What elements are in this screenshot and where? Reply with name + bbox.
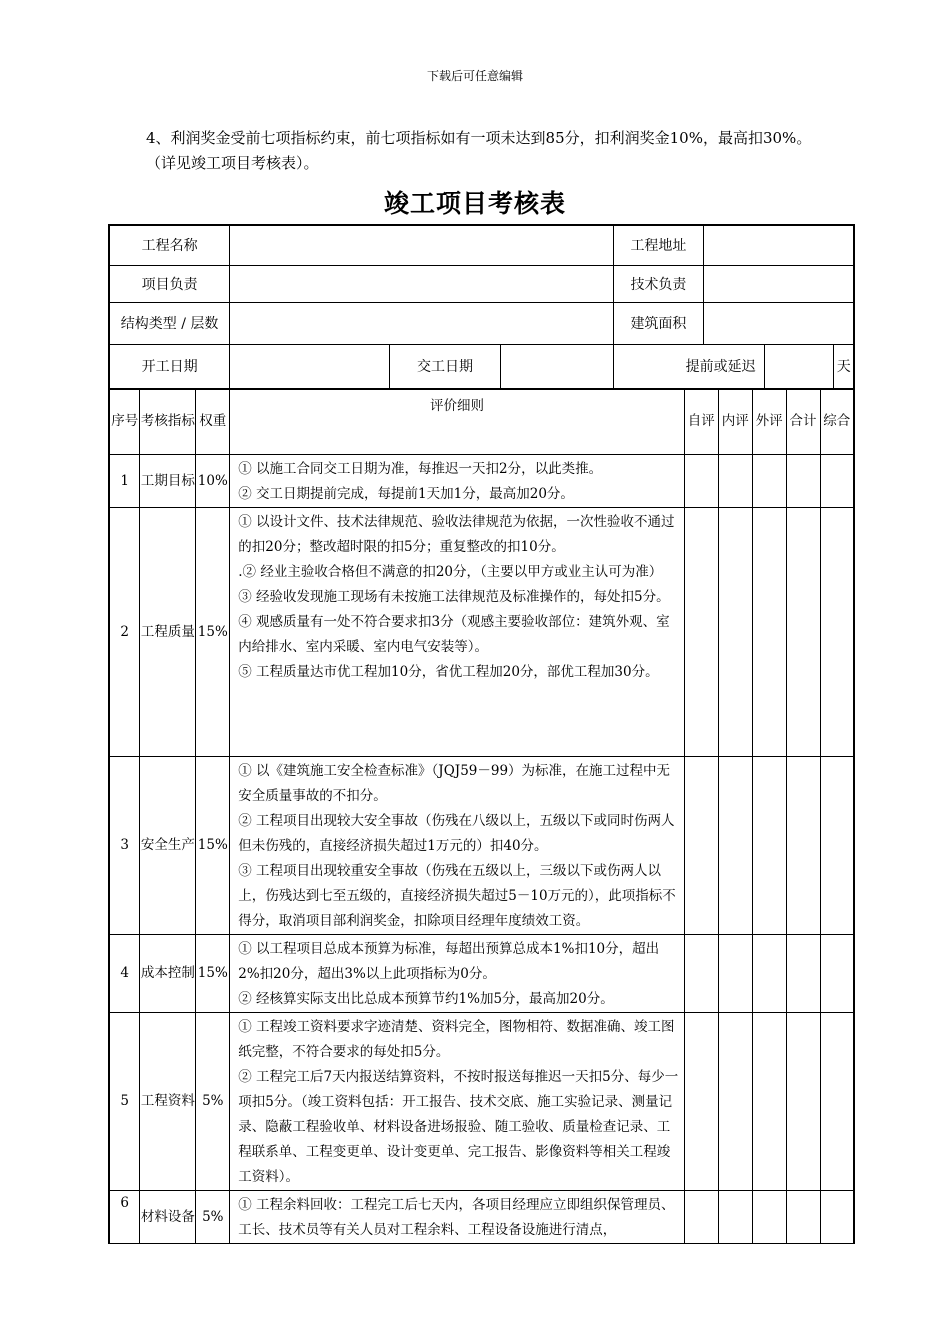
row-weight: 15% bbox=[196, 757, 230, 935]
row-seq: 2 bbox=[109, 508, 140, 757]
row-detail bbox=[230, 1191, 685, 1244]
row-weight: 5% bbox=[196, 1191, 230, 1244]
page-title: 竣工项目考核表 bbox=[383, 189, 566, 218]
score-total[interactable] bbox=[786, 757, 820, 935]
project-name-value[interactable] bbox=[230, 225, 614, 265]
structure-label: 结构类型 / 层数 bbox=[109, 302, 230, 344]
start-date-label: 开工日期 bbox=[109, 344, 230, 389]
score-overall[interactable] bbox=[820, 935, 854, 1013]
row-detail bbox=[230, 1013, 685, 1191]
day-unit: 天 bbox=[834, 344, 854, 389]
project-leader-label: 项目负责 bbox=[109, 265, 230, 302]
detail-item: ② 工程完工后7天内报送结算资料，不按时报送每推迟一天扣5分、每少一项扣5分。（竣工资料包括：开工报告、技术交底、施工实验记录、测量记录、隐蔽工程验收单、材料设备进场报验、随工验收、质量检查记录、工程联系单、工程变更单、设计变更单、完工报告、影像资料等相关工程竣工资料）。 bbox=[238, 1069, 679, 1185]
row-seq: 6 bbox=[109, 1191, 140, 1244]
row-seq: 4 bbox=[109, 935, 140, 1013]
row-indicator: 工期目标 bbox=[140, 455, 196, 508]
table-row bbox=[109, 508, 854, 757]
detail-item: ① 以工程项目总成本预算为标准，每超出预算总成本1%扣10分，超出2%扣20分，超出3%以上此项指标为0分。 bbox=[238, 941, 660, 982]
detail-item: ② 经核算实际支出比总成本预算节约1%加5分，最高加20分。 bbox=[238, 991, 614, 1007]
col-external: 外评 bbox=[752, 389, 786, 455]
score-external[interactable] bbox=[752, 757, 786, 935]
project-info-table bbox=[108, 224, 855, 390]
header-note: 下载后可任意编辑 bbox=[426, 69, 523, 83]
score-external[interactable] bbox=[752, 455, 786, 508]
score-self[interactable] bbox=[684, 757, 718, 935]
score-overall[interactable] bbox=[820, 757, 854, 935]
score-internal[interactable] bbox=[718, 455, 752, 508]
score-self[interactable] bbox=[684, 455, 718, 508]
row-indicator: 成本控制 bbox=[140, 935, 196, 1013]
early-late-label: 提前或延迟 bbox=[614, 344, 765, 389]
table-row bbox=[109, 1013, 854, 1191]
tech-leader-value[interactable] bbox=[703, 265, 854, 302]
detail-item: ③ 经验收发现施工现场有未按施工法律规范及标准操作的，每处扣5分。 bbox=[238, 589, 670, 605]
detail-item: ② 工程项目出现较大安全事故（伤残在八级以上，五级以下或同时伤两人但未伤残的，直接经济损失超过1万元的）扣40分。 bbox=[238, 813, 675, 854]
delivery-date-label: 交工日期 bbox=[389, 344, 501, 389]
start-date-value[interactable] bbox=[230, 344, 390, 389]
col-detail: 评价细则 bbox=[230, 389, 685, 455]
project-address-value[interactable] bbox=[703, 225, 854, 265]
row-detail bbox=[230, 757, 685, 935]
score-self[interactable] bbox=[684, 508, 718, 757]
score-internal[interactable] bbox=[718, 935, 752, 1013]
row-indicator: 工程质量 bbox=[140, 508, 196, 757]
intro-paragraph: 4、利润奖金受前七项指标约束，前七项指标如有一项未达到85分，扣利润奖金10%，最高扣30%。（详见竣工项目考核表）。 bbox=[146, 129, 812, 172]
score-overall[interactable] bbox=[820, 455, 854, 508]
detail-item: .② 经业主验收合格但不满意的扣20分，（主要以甲方或业主认可为准） bbox=[238, 564, 663, 580]
detail-item: ② 交工日期提前完成，每提前1天加1分，最高加20分。 bbox=[238, 486, 574, 502]
structure-value[interactable] bbox=[230, 302, 614, 344]
row-seq: 1 bbox=[109, 455, 140, 508]
row-weight: 15% bbox=[196, 508, 230, 757]
row-seq: 3 bbox=[109, 757, 140, 935]
score-total[interactable] bbox=[786, 935, 820, 1013]
row-indicator: 安全生产 bbox=[140, 757, 196, 935]
project-name-label: 工程名称 bbox=[109, 225, 230, 265]
col-internal: 内评 bbox=[718, 389, 752, 455]
score-total[interactable] bbox=[786, 508, 820, 757]
early-late-value[interactable] bbox=[764, 344, 834, 389]
col-overall: 综合 bbox=[820, 389, 854, 455]
detail-item: ① 以《建筑施工安全检查标准》（JQJ59－99）为标准，在施工过程中无安全质量事故的不扣分。 bbox=[238, 763, 671, 804]
score-overall[interactable] bbox=[820, 1191, 854, 1244]
col-self: 自评 bbox=[684, 389, 718, 455]
area-label: 建筑面积 bbox=[614, 302, 704, 344]
row-weight: 10% bbox=[196, 455, 230, 508]
detail-item: ① 以设计文件、技术法律规范、验收法律规范为依据，一次性验收不通过的扣20分；整改超时限的扣5分；重复整改的扣10分。 bbox=[238, 514, 675, 555]
delivery-date-value[interactable] bbox=[501, 344, 614, 389]
table-row bbox=[109, 935, 854, 1013]
table-row bbox=[109, 455, 854, 508]
score-total[interactable] bbox=[786, 1191, 820, 1244]
project-leader-value[interactable] bbox=[230, 265, 614, 302]
score-total[interactable] bbox=[786, 455, 820, 508]
detail-item: ⑤ 工程质量达市优工程加10分，省优工程加20分，部优工程加30分。 bbox=[238, 664, 659, 680]
score-total[interactable] bbox=[786, 1013, 820, 1191]
project-address-label: 工程地址 bbox=[614, 225, 704, 265]
tech-leader-label: 技术负责 bbox=[614, 265, 704, 302]
row-indicator: 工程资料 bbox=[140, 1013, 196, 1191]
col-seq: 序号 bbox=[109, 389, 140, 455]
detail-item: ③ 工程项目出现较重安全事故（伤残在五级以上，三级以下或伤两人以上，伤残达到七至五级的，直接经济损失超过5－10万元的），此项指标不得分，取消项目部利润奖金，扣除项目经理年度绩效工资。 bbox=[238, 863, 676, 929]
table-row bbox=[109, 757, 854, 935]
detail-item: ① 工程竣工资料要求字迹清楚、资料完全，图物相符、数据准确、竣工图纸完整，不符合要求的每处扣5分。 bbox=[238, 1019, 675, 1060]
row-indicator: 材料设备 bbox=[140, 1191, 196, 1244]
row-weight: 15% bbox=[196, 935, 230, 1013]
score-external[interactable] bbox=[752, 1191, 786, 1244]
score-overall[interactable] bbox=[820, 1013, 854, 1191]
row-seq: 5 bbox=[109, 1013, 140, 1191]
col-indicator: 考核指标 bbox=[140, 389, 196, 455]
row-detail bbox=[230, 508, 685, 757]
row-weight: 5% bbox=[196, 1013, 230, 1191]
table-row bbox=[109, 1191, 854, 1244]
score-self[interactable] bbox=[684, 1191, 718, 1244]
score-overall[interactable] bbox=[820, 508, 854, 757]
row-detail bbox=[230, 935, 685, 1013]
area-value[interactable] bbox=[703, 302, 854, 344]
score-self[interactable] bbox=[684, 935, 718, 1013]
score-internal[interactable] bbox=[718, 1013, 752, 1191]
assessment-table bbox=[108, 388, 855, 1244]
score-internal[interactable] bbox=[718, 508, 752, 757]
detail-item: ① 以施工合同交工日期为准，每推迟一天扣2分，以此类推。 bbox=[238, 461, 603, 477]
col-weight: 权重 bbox=[196, 389, 230, 455]
score-external[interactable] bbox=[752, 508, 786, 757]
score-internal[interactable] bbox=[718, 757, 752, 935]
score-external[interactable] bbox=[752, 935, 786, 1013]
score-self[interactable] bbox=[684, 1013, 718, 1191]
detail-item: ① 工程余料回收：工程完工后七天内，各项目经理应立即组织保管理员、工长、技术员等有关人员对工程余料、工程设备设施进行清点， bbox=[238, 1197, 675, 1238]
col-total: 合计 bbox=[786, 389, 820, 455]
detail-item: ④ 观感质量有一处不符合要求扣3分（观感主要验收部位：建筑外观、室内给排水、室内采暖、室内电气安装等）。 bbox=[238, 614, 670, 655]
score-internal[interactable] bbox=[718, 1191, 752, 1244]
score-external[interactable] bbox=[752, 1013, 786, 1191]
row-detail bbox=[230, 455, 685, 508]
